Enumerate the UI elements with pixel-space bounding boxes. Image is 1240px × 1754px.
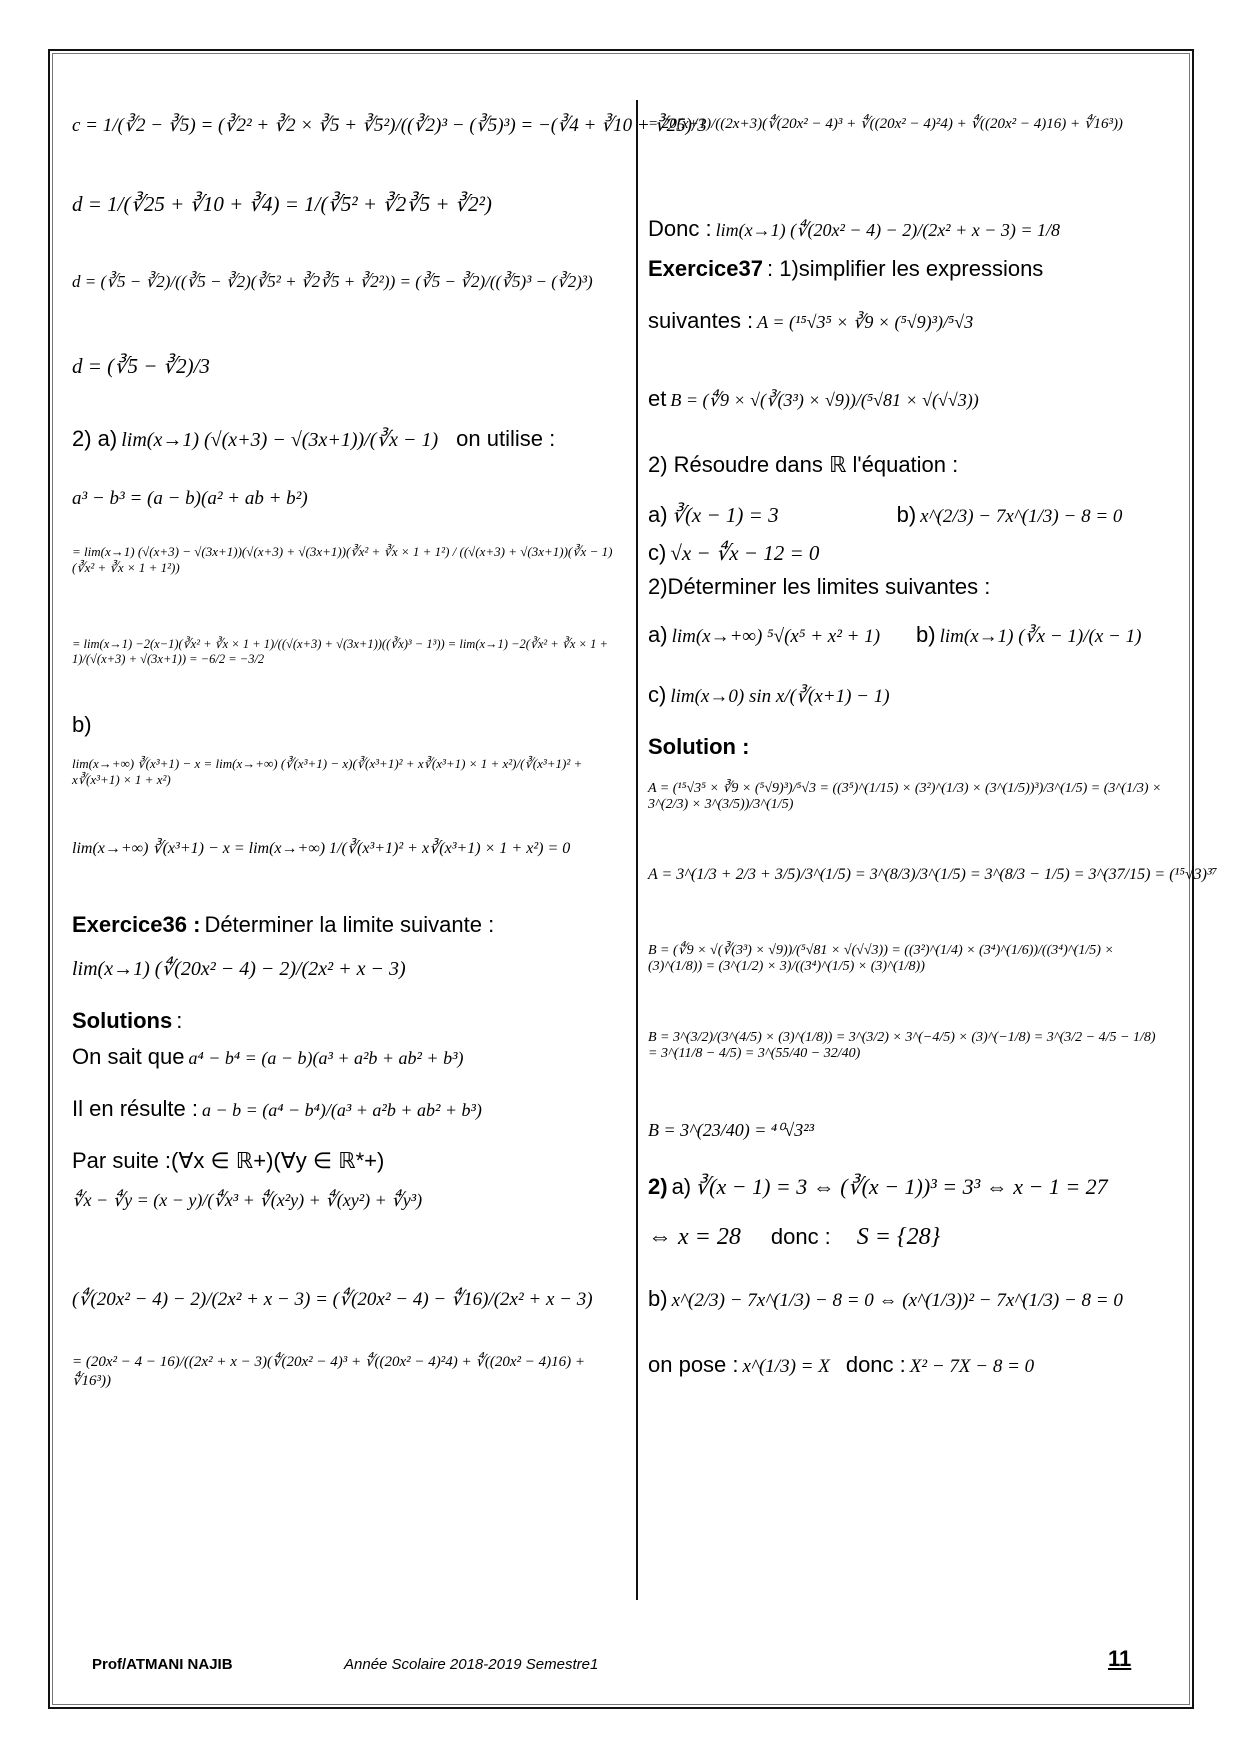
d-expression-3: d = (∛5 − ∛2)/3 [72, 354, 210, 378]
sol2a-donc: donc : [770, 1224, 831, 1249]
solution-title: Solution : [648, 734, 750, 759]
il-en-resulte-row [72, 1096, 482, 1122]
A-step-1: A = (¹⁵√3⁵ × ∛9 × (⁵√9)³)/⁵√3 = ((3⁵)^(1/15) × (3²)^(1/3) × (3^(1/5))³)/3^(1/5) = (3^(1/3) × 3^(2/3) × 3^(3/5))/3^(1/5) [648, 781, 1162, 812]
ex37-text: : 1)simplifier les expressions [767, 256, 1044, 281]
sol2b-label: b) [648, 1286, 668, 1311]
eq-b-label: b) [896, 502, 917, 527]
identity-fourth: a⁴ − b⁴ = (a − b)(a³ + a²b + ab² + b³) [188, 1048, 464, 1068]
identity-cube: a³ − b³ = (a − b)(a² + ab + b²) [72, 488, 308, 509]
lim-b: lim(x→1) (∛x − 1)/(x − 1) [939, 626, 1142, 647]
ex36-heading [72, 912, 494, 938]
ex37-title: Exercice37 [648, 256, 763, 281]
solutions-title: Solutions [72, 1008, 173, 1033]
footer-year: Année Scolaire 2018-2019 Semestre1 [344, 1656, 599, 1673]
ex36-step-2: = (20x² − 4 − 16)/((2x² + x − 3)(∜(20x² − 4)³ + ∜((20x² − 4)²4) + ∜((20x² − 4)16) + ∜16³)) [72, 1354, 586, 1389]
lim-a-label: a) [648, 622, 668, 647]
sol2b: x^(2/3) − 7x^(1/3) − 8 = 0 ⇔ (x^(1/3))² − 7x^(1/3) − 8 = 0 [671, 1290, 1123, 1311]
lim-c: lim(x→0) sin x/(∛(x+1) − 1) [670, 686, 890, 707]
q2-limits: 2)Déterminer les limites suivantes : [648, 574, 991, 599]
eq-c-row [648, 540, 819, 566]
column-divider [636, 100, 638, 1600]
eq-c-label: c) [648, 540, 667, 565]
donc-row [648, 216, 1060, 242]
et: et [648, 386, 667, 411]
fourth-root-diff: ∜x − ∜y = (x − y)/(∜x³ + ∜(x²y) + ∜(xy²) + ∜y³) [72, 1190, 423, 1210]
il-en-resulte: Il en résulte : [72, 1096, 198, 1121]
eq-c: √x − ∜x − 12 = 0 [670, 541, 820, 565]
A-definition: A = (¹⁵√3⁵ × ∛9 × (⁵√9)³)/⁵√3 [757, 312, 974, 332]
suivantes: suivantes : [648, 308, 754, 333]
q2a-limit: lim(x→1) (√(x+3) − √(3x+1))/(∛x − 1) [121, 429, 439, 451]
sol2b-row [648, 1286, 1123, 1312]
sol2a-sub: a) [671, 1174, 692, 1199]
a-minus-b: a − b = (a⁴ − b⁴)/(a³ + a²b + ab² + b³) [201, 1100, 482, 1120]
sol2a-set: S = {28} [856, 1224, 941, 1250]
A-def-row [648, 308, 973, 334]
c-expression: c = 1/(∛2 − ∛5) = (∛2² + ∛2 × ∛5 + ∛5²)/((∛2)³ − (∛5)³) = −(∛4 + ∛10 + ∛25)/3 [72, 115, 707, 136]
on-pose-eq: X² − 7X − 8 = 0 [909, 1356, 1035, 1377]
on-pose-expr: x^(1/3) = X [742, 1356, 830, 1377]
footer-author: Prof/ATMANI NAJIB [92, 1656, 233, 1673]
solutions-heading [72, 1008, 182, 1034]
B-step-3: B = 3^(23/40) = ⁴⁰√3²³ [648, 1120, 815, 1140]
q2a-step-1: = lim(x→1) (√(x+3) − √(3x+1))(√(x+3) + √(3x+1))(∛x² + ∛x × 1 + 1²) / ((√(x+3) + √(3x+1))(∛x − 1)(∛x² + ∛x × 1 + 1²)) [72, 544, 613, 575]
eq-a-label: a) [648, 502, 668, 527]
eq-ab-row [648, 502, 1168, 528]
eq-a: ∛(x − 1) = 3 [671, 503, 779, 527]
A-step-2: A = 3^(1/3 + 2/3 + 3/5)/3^(1/5) = 3^(8/3)/3^(1/5) = 3^(8/3 − 1/5) = 3^(37/15) = (¹⁵√3)³⁷ [648, 866, 1218, 883]
B-step-2: B = 3^(3/2)/(3^(4/5) × (3)^(1/8)) = 3^(3/2) × 3^(−4/5) × (3)^(−1/8) = 3^(3/2 − 4/5 − 1/8) = 3^(11/8 − 4/5) = 3^(55/40 − 32/40) [648, 1030, 1156, 1061]
d-expression-2: d = (∛5 − ∛2)/((∛5 − ∛2)(∛5² + ∛2∛5 + ∛2²)) = (∛5 − ∛2)/((∛5)³ − (∛2)³) [72, 272, 593, 291]
q2-solve: 2) Résoudre dans ℝ l'équation : [648, 452, 959, 477]
B-def-row [648, 386, 979, 412]
lim-a: lim(x→+∞) ⁵√(x⁵ + x² + 1) [671, 626, 881, 647]
ex36-step-3: = 20(x+1)/((2x+3)(∜(20x² − 4)³ + ∜((20x² − 4)²4) + ∜((20x² − 4)16) + ∜16³)) [648, 116, 1123, 132]
ex37-heading [648, 256, 1043, 282]
q2b-step-2: lim(x→+∞) ∛(x³+1) − x = lim(x→+∞) 1/(∛(x³+1)² + x∛(x³+1) × 1 + x²) = 0 [72, 840, 571, 857]
donc-label: Donc : [648, 216, 712, 241]
lim-b-label: b) [916, 622, 936, 647]
on-pose: on pose : [648, 1352, 739, 1377]
par-suite: Par suite :(∀x ∈ ℝ+)(∀y ∈ ℝ*+) [72, 1148, 385, 1173]
d-expression-1: d = 1/(∛25 + ∛10 + ∛4) = 1/(∛5² + ∛2∛5 + ∛2²) [72, 192, 492, 216]
solutions-colon: : [176, 1008, 183, 1033]
sol2a-row [648, 1174, 1108, 1200]
on-sait-que-row [72, 1044, 463, 1070]
eq-b: x^(2/3) − 7x^(1/3) − 8 = 0 [920, 506, 1123, 527]
q2a-step-2: = lim(x→1) −2(x−1)(∛x² + ∛x × 1 + 1)/((√(x+3) + √(3x+1))((∛x)³ − 1³)) = lim(x→1) −2(∛x² + ∛x × 1 + 1)/(√(x+3) + √(3x+1)) = −6/2 = −3/2 [72, 637, 608, 666]
q2a-text: on utilise : [456, 426, 556, 451]
sol2a: ∛(x − 1) = 3 ⇔ (∛(x − 1))³ = 3³ ⇔ x − 1 = 27 [695, 1174, 1108, 1199]
on-sait-que: On sait que [72, 1044, 185, 1069]
q2a-row [72, 426, 555, 452]
ex36-limit: lim(x→1) (∜(20x² − 4) − 2)/(2x² + x − 3) [72, 958, 406, 980]
lim-c-row [648, 682, 890, 708]
donc-limit: lim(x→1) (∜(20x² − 4) − 2)/(2x² + x − 3) = 1/8 [715, 220, 1061, 240]
sol2a-label: 2) [648, 1174, 668, 1199]
page-number: 11 [1108, 1646, 1132, 1671]
ex36-step-1: (∜(20x² − 4) − 2)/(2x² + x − 3) = (∜(20x² − 4) − ∜16)/(2x² + x − 3) [72, 1289, 593, 1310]
B-definition: B = (∜9 × √(∛(3³) × √9))/(⁵√81 × √(√√3)) [670, 390, 979, 410]
B-step-1: B = (∜9 × √(∛(3³) × √9))/(⁵√81 × √(√√3)) = ((3²)^(1/4) × (3⁴)^(1/6))/((3⁴)^(1/5) × (3)^(1/8)) = (3^(1/2) × 3)/((3⁴)^(1/5) × (3)^(1/8)) [648, 943, 1114, 974]
sol2a-cont-row [648, 1224, 940, 1251]
q2a-label: 2) a) [72, 426, 118, 451]
lim-ab-row [648, 622, 1168, 648]
on-pose-row [648, 1352, 1034, 1378]
ex36-title: Exercice36 : [72, 912, 201, 937]
lim-c-label: c) [648, 682, 667, 707]
on-pose-donc: donc : [845, 1352, 906, 1377]
sol2a-cont: ⇔ x = 28 [648, 1224, 741, 1250]
q2b-step-1: lim(x→+∞) ∛(x³+1) − x = lim(x→+∞) (∛(x³+1) − x)(∛(x³+1)² + x∛(x³+1) × 1 + x²)/(∛(x³+1)² + x∛(x³+1) × 1 + x²) [72, 756, 583, 787]
ex36-text: Déterminer la limite suivante : [204, 912, 495, 937]
q2b-label: b) [72, 712, 92, 737]
